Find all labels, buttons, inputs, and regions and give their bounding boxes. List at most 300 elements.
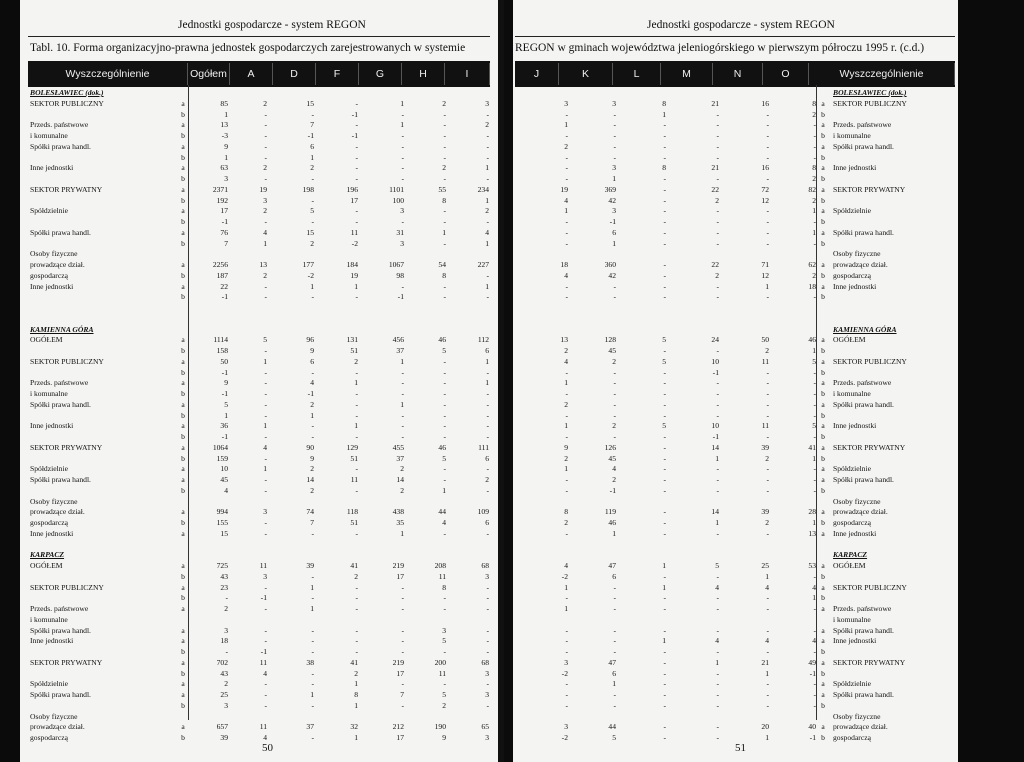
row-subtype: b <box>181 238 185 248</box>
cell-value: - <box>716 528 719 538</box>
cell-value: 23 <box>220 582 228 592</box>
cell-value: 5 <box>612 733 616 742</box>
cell-value: 184 <box>346 260 358 269</box>
cell-value: - <box>264 217 267 226</box>
cell-value: - <box>766 464 769 474</box>
cell-value: 1 <box>765 733 769 742</box>
table-row <box>28 604 490 614</box>
row-label: prowadzące dział. <box>833 260 888 269</box>
row-label: OGÓŁEM <box>833 561 866 570</box>
cell-value: 1 <box>263 421 267 431</box>
cell-value: - <box>663 679 666 689</box>
table-row <box>515 131 955 141</box>
cell-value: 11 <box>438 571 446 581</box>
table-row <box>28 658 490 668</box>
table-row <box>515 583 955 593</box>
cell-value: - <box>565 131 568 140</box>
cell-value: 25 <box>761 561 769 570</box>
cell-value: - <box>401 679 404 689</box>
cell-value: 49 <box>808 657 816 667</box>
cell-value: 1 <box>400 120 404 130</box>
cell-value: - <box>716 647 719 656</box>
row-subtype: a <box>821 722 825 732</box>
cell-value: - <box>443 464 446 474</box>
cell-value: 96 <box>306 335 314 345</box>
cell-value: 14 <box>396 475 404 484</box>
cell-value: - <box>766 109 769 119</box>
cell-value: 5 <box>812 421 816 431</box>
table-row <box>515 475 955 485</box>
cell-value: 46 <box>438 335 446 345</box>
cell-value: - <box>613 292 616 302</box>
cell-value: 1 <box>354 281 358 291</box>
cell-value: -2 <box>561 733 568 742</box>
row-subtype: a <box>181 582 185 592</box>
cell-value: - <box>486 367 489 377</box>
table-row <box>515 561 955 571</box>
cell-value: - <box>264 679 267 689</box>
cell-value: 54 <box>438 260 446 269</box>
cell-value: - <box>311 292 314 302</box>
row-label: Inne jednostki <box>833 636 877 646</box>
cell-value: 4 <box>564 270 568 280</box>
table-row <box>515 518 955 528</box>
column-header-cell: Wyszczególnienie <box>809 63 955 85</box>
cell-value: - <box>355 636 358 646</box>
table-row <box>28 712 490 722</box>
cell-value: - <box>443 152 446 162</box>
cell-value: 1 <box>715 518 719 527</box>
cell-value: - <box>813 700 816 710</box>
cell-value: 1 <box>400 98 404 108</box>
cell-value: 17 <box>350 195 358 205</box>
column-header-cell: J <box>515 63 559 85</box>
cell-value: -2 <box>561 668 568 678</box>
cell-value: - <box>401 604 404 613</box>
cell-value: - <box>355 152 358 162</box>
cell-value: - <box>663 346 666 355</box>
cell-value: 1 <box>765 281 769 291</box>
row-label: Osoby fizyczne <box>833 711 881 721</box>
row-subtype: a <box>181 378 185 388</box>
cell-value: - <box>716 378 719 388</box>
section-heading: KAMIENNA GÓRA <box>833 324 897 334</box>
row-subtype: a <box>181 657 185 667</box>
row-subtype: a <box>181 464 185 474</box>
cell-value: - <box>565 281 568 291</box>
cell-value: - <box>264 389 267 398</box>
table-row <box>515 411 955 421</box>
cell-value: 1101 <box>389 184 404 194</box>
table-row <box>515 572 955 582</box>
row-label: SEKTOR PRYWATNY <box>30 184 103 194</box>
cell-value: 100 <box>392 195 404 205</box>
row-subtype: b <box>821 432 825 441</box>
cell-value: - <box>486 410 489 420</box>
cell-value: 11 <box>259 657 267 667</box>
cell-value: - <box>716 120 719 130</box>
cell-value: 118 <box>346 507 358 517</box>
cell-value: 126 <box>604 442 616 452</box>
column-header <box>28 61 490 87</box>
row-subtype: b <box>821 410 825 420</box>
cell-value: 14 <box>711 442 719 452</box>
cell-value: 3 <box>612 98 616 108</box>
cell-value: - <box>401 700 404 710</box>
cell-value: 1 <box>662 561 666 570</box>
cell-value: - <box>663 260 666 269</box>
table-row <box>28 518 490 528</box>
cell-value: 1 <box>485 238 489 248</box>
column-header-cell: I <box>445 63 490 85</box>
cell-value: 44 <box>608 722 616 732</box>
cell-value: - <box>766 174 769 183</box>
table-row <box>515 99 955 109</box>
cell-value: - <box>716 217 719 226</box>
cell-value: - <box>663 442 666 452</box>
cell-value: 12 <box>761 270 769 280</box>
cell-value: - <box>716 485 719 495</box>
cell-value: 39 <box>220 733 228 742</box>
cell-value: - <box>443 238 446 248</box>
row-label: i komunalne <box>30 614 68 624</box>
row-subtype: b <box>181 432 185 441</box>
row-label: Osoby fizyczne <box>30 249 78 259</box>
table-row <box>28 486 490 496</box>
cell-value: - <box>613 582 616 592</box>
cell-value: 4 <box>485 227 489 237</box>
cell-value: - <box>311 647 314 656</box>
cell-value: - <box>663 206 666 216</box>
cell-value: - <box>716 700 719 710</box>
cell-value: - <box>766 367 769 377</box>
row-label: i komunalne <box>30 131 68 140</box>
cell-value: 6 <box>485 518 489 527</box>
cell-value: 1 <box>612 238 616 248</box>
cell-value: - <box>443 647 446 656</box>
cell-value: 190 <box>434 722 446 732</box>
table-row <box>515 239 955 249</box>
row-subtype: b <box>821 700 825 710</box>
row-label: prowadzące dział. <box>833 507 888 517</box>
row-subtype: b <box>181 195 185 205</box>
row-subtype: b <box>821 217 825 226</box>
cell-value: 219 <box>392 561 404 570</box>
row-subtype: a <box>821 690 825 699</box>
cell-value: - <box>486 292 489 302</box>
rule <box>515 36 955 37</box>
table-row <box>515 217 955 227</box>
row-label: gospodarczą <box>30 733 68 742</box>
table-row <box>515 593 955 603</box>
cell-value: - <box>401 625 404 635</box>
row-label: Spółdzielnie <box>30 206 68 216</box>
table-row <box>28 540 490 550</box>
cell-value: 702 <box>216 657 228 667</box>
row-label: Przeds. państwowe <box>833 378 892 388</box>
cell-value: - <box>766 227 769 237</box>
cell-value: 4 <box>442 518 446 527</box>
cell-value: 3 <box>485 690 489 699</box>
cell-value: - <box>663 507 666 517</box>
table-row <box>515 249 955 259</box>
cell-value: - <box>813 292 816 302</box>
cell-value: 32 <box>350 722 358 732</box>
cell-value: 1 <box>564 421 568 431</box>
cell-value: 2 <box>612 475 616 484</box>
row-label: Spółdzielnie <box>30 679 68 689</box>
cell-value: 1 <box>485 163 489 173</box>
cell-value: - <box>264 485 267 495</box>
cell-value: 17 <box>396 733 404 742</box>
row-subtype: b <box>821 571 825 581</box>
cell-value: - <box>443 292 446 302</box>
row-subtype: a <box>181 163 185 173</box>
cell-value: - <box>716 281 719 291</box>
column-rule <box>816 85 817 720</box>
table-row <box>28 411 490 421</box>
cell-value: - <box>264 475 267 484</box>
cell-value: 2 <box>263 206 267 216</box>
row-subtype: a <box>181 507 185 517</box>
cell-value: - <box>486 109 489 119</box>
cell-value: - <box>766 475 769 484</box>
cell-value: - <box>813 475 816 484</box>
row-label: Spółki prawa handl. <box>833 690 894 699</box>
cell-value: - <box>264 410 267 420</box>
cell-value: 1 <box>310 604 314 613</box>
cell-value: 90 <box>306 442 314 452</box>
cell-value: - <box>486 485 489 495</box>
cell-value: - <box>766 485 769 495</box>
cell-value: 1 <box>765 571 769 581</box>
cell-value: - <box>613 389 616 398</box>
table-row <box>28 497 490 507</box>
table-row <box>28 206 490 216</box>
cell-value: - <box>401 410 404 420</box>
cell-value: - <box>401 647 404 656</box>
cell-value: 1 <box>812 227 816 237</box>
cell-value: - <box>613 109 616 119</box>
cell-value: 2 <box>564 346 568 355</box>
cell-value: - <box>813 367 816 377</box>
cell-value: 196 <box>346 184 358 194</box>
table-row <box>515 228 955 238</box>
cell-value: 9 <box>310 346 314 355</box>
cell-value: 7 <box>400 690 404 699</box>
cell-value: 98 <box>396 270 404 280</box>
cell-value: 1114 <box>213 335 228 345</box>
row-label: Spółdzielnie <box>833 206 871 216</box>
cell-value: - <box>486 421 489 431</box>
cell-value: 18 <box>808 281 816 291</box>
table-row <box>28 626 490 636</box>
cell-value: 2 <box>485 475 489 484</box>
row-subtype: b <box>181 668 185 678</box>
cell-value: 1 <box>564 378 568 388</box>
cell-value: 45 <box>220 475 228 484</box>
row-subtype: a <box>181 141 185 151</box>
row-subtype: a <box>821 98 825 108</box>
cell-value: - <box>766 625 769 635</box>
row-subtype: b <box>181 217 185 226</box>
cell-value: 4 <box>564 356 568 366</box>
cell-value: - <box>565 152 568 162</box>
cell-value: 1 <box>812 593 816 603</box>
cell-value: -1 <box>221 292 228 302</box>
cell-value: 4 <box>564 561 568 570</box>
cell-value: 112 <box>477 335 489 345</box>
table-row <box>515 378 955 388</box>
row-subtype: a <box>821 163 825 173</box>
cell-value: 1 <box>662 582 666 592</box>
cell-value: 35 <box>396 518 404 527</box>
cell-value: 456 <box>392 335 404 345</box>
cell-value: 155 <box>216 518 228 527</box>
cell-value: - <box>264 700 267 710</box>
left-page <box>20 0 498 762</box>
cell-value: 2 <box>354 356 358 366</box>
cell-value: 1 <box>662 109 666 119</box>
running-head: Jednostki gospodarcze - system REGON <box>178 19 366 31</box>
cell-value: - <box>225 593 228 603</box>
cell-value: 51 <box>350 453 358 463</box>
cell-value: - <box>401 163 404 173</box>
cell-value: 10 <box>220 464 228 474</box>
row-subtype: a <box>821 227 825 237</box>
cell-value: 2 <box>564 141 568 151</box>
cell-value: 2 <box>715 195 719 205</box>
cell-value: - <box>311 571 314 581</box>
binding-gutter <box>498 0 504 762</box>
cell-value: - <box>486 131 489 140</box>
cell-value: - <box>565 217 568 226</box>
row-subtype: a <box>821 356 825 366</box>
cell-value: 45 <box>608 453 616 463</box>
cell-value: 657 <box>216 722 228 732</box>
row-subtype: b <box>821 668 825 678</box>
column-header-cell: H <box>402 63 445 85</box>
row-subtype: a <box>181 356 185 366</box>
table-row <box>515 486 955 496</box>
cell-value: 9 <box>224 378 228 388</box>
table-row <box>515 368 955 378</box>
cell-value: -1 <box>809 668 816 678</box>
cell-value: - <box>401 109 404 119</box>
cell-value: - <box>443 679 446 689</box>
cell-value: 2 <box>310 163 314 173</box>
cell-value: 7 <box>224 238 228 248</box>
cell-value: 2371 <box>212 184 228 194</box>
cell-value: - <box>355 292 358 302</box>
cell-value: - <box>355 582 358 592</box>
table-row <box>28 282 490 292</box>
table-row <box>28 217 490 227</box>
cell-value: 21 <box>711 163 719 173</box>
cell-value: 68 <box>481 657 489 667</box>
cell-value: 11 <box>350 227 358 237</box>
table-row <box>515 669 955 679</box>
cell-value: - <box>766 238 769 248</box>
table-row <box>28 454 490 464</box>
table-row <box>515 88 955 98</box>
cell-value: 1 <box>310 690 314 699</box>
table-caption: Tabl. 10. Forma organizacyjno-prawna jednostek gospodarczych zarejestrowanych w systemie <box>30 42 466 54</box>
cell-value: - <box>813 571 816 581</box>
cell-value: 119 <box>604 507 616 517</box>
cell-value: 158 <box>216 346 228 355</box>
cell-value: 1 <box>812 206 816 216</box>
cell-value: 14 <box>306 475 314 484</box>
cell-value: 2 <box>564 399 568 409</box>
row-label: Inne jednostki <box>833 421 877 431</box>
table-row <box>28 378 490 388</box>
cell-value: - <box>486 625 489 635</box>
table-row <box>515 346 955 356</box>
cell-value: 1 <box>485 378 489 388</box>
cell-value: - <box>565 389 568 398</box>
cell-value: 1 <box>612 174 616 183</box>
cell-value: - <box>565 174 568 183</box>
cell-value: - <box>813 389 816 398</box>
table-row <box>28 636 490 646</box>
cell-value: 47 <box>608 657 616 667</box>
cell-value: - <box>663 217 666 226</box>
cell-value: 8 <box>662 98 666 108</box>
cell-value: - <box>311 174 314 183</box>
cell-value: - <box>663 690 666 699</box>
cell-value: 4 <box>765 582 769 592</box>
cell-value: 1 <box>564 120 568 130</box>
cell-value: - <box>486 270 489 280</box>
cell-value: 51 <box>350 346 358 355</box>
cell-value: 360 <box>604 260 616 269</box>
cell-value: - <box>766 389 769 398</box>
row-subtype: b <box>181 270 185 280</box>
cell-value: - <box>663 174 666 183</box>
table-row <box>28 131 490 141</box>
row-label: Spółki prawa handl. <box>833 399 894 409</box>
cell-value: 2 <box>263 98 267 108</box>
cell-value: - <box>813 399 816 409</box>
cell-value: 22 <box>220 281 228 291</box>
cell-value: 22 <box>711 260 719 269</box>
cell-value: 369 <box>604 184 616 194</box>
row-subtype: a <box>181 679 185 689</box>
cell-value: - <box>613 281 616 291</box>
cell-value: 20 <box>761 722 769 732</box>
cell-value: 1 <box>263 238 267 248</box>
row-subtype: b <box>181 389 185 398</box>
cell-value: - <box>565 690 568 699</box>
cell-value: - <box>613 647 616 656</box>
cell-value: - <box>813 217 816 226</box>
cell-value: - <box>716 593 719 603</box>
table-row <box>515 206 955 216</box>
row-subtype: b <box>181 410 185 420</box>
column-header-cell: K <box>559 63 613 85</box>
cell-value: - <box>613 399 616 409</box>
cell-value: 128 <box>604 335 616 345</box>
cell-value: 19 <box>259 184 267 194</box>
cell-value: - <box>813 464 816 474</box>
cell-value: 3 <box>612 163 616 173</box>
page-number: 51 <box>735 742 746 754</box>
cell-value: - <box>766 399 769 409</box>
cell-value: 41 <box>350 561 358 570</box>
row-subtype: a <box>181 184 185 194</box>
cell-value: - <box>663 184 666 194</box>
